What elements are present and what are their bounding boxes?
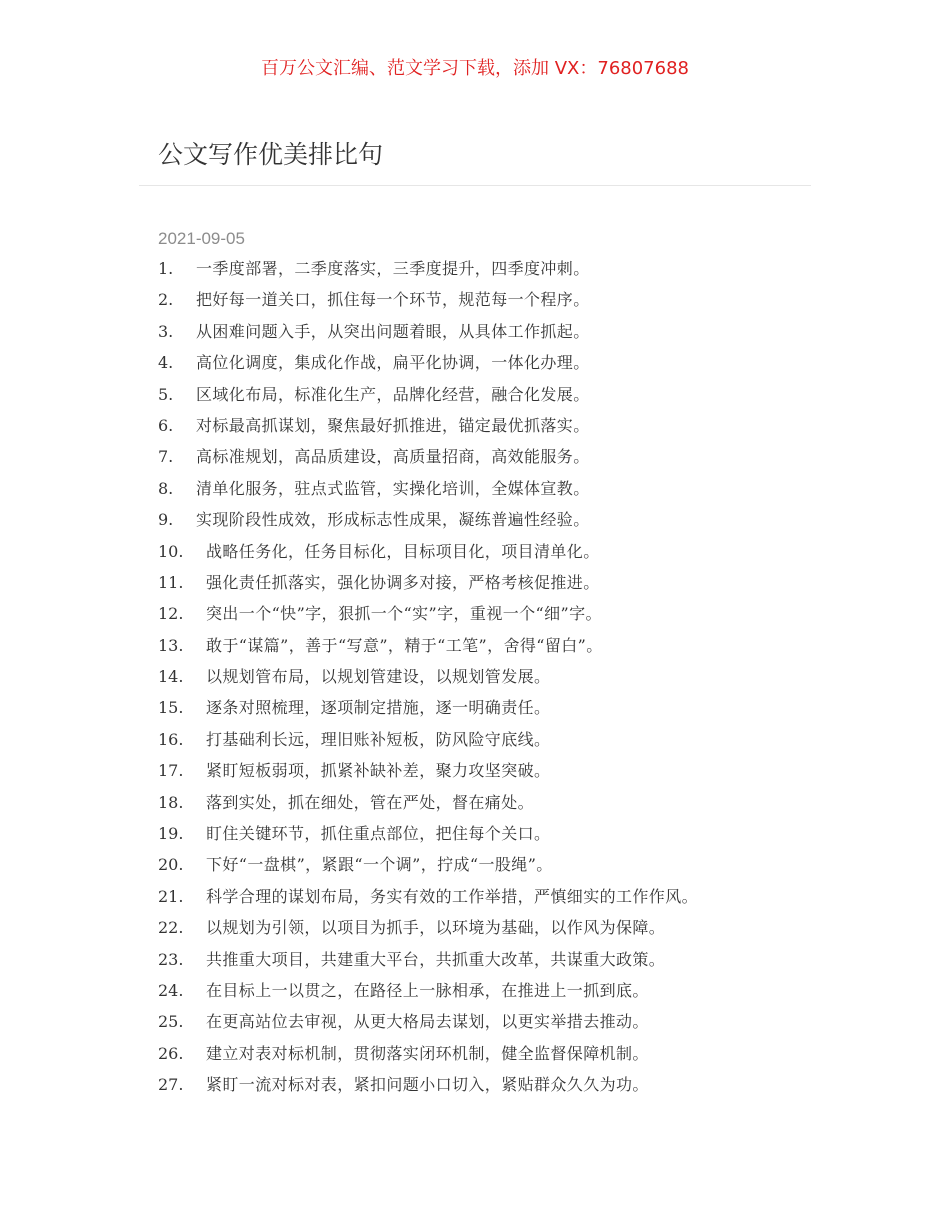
list-item-text: 高位化调度，集成化作战，扁平化协调，一体化办理。 — [196, 353, 590, 373]
list-item-text: 清单化服务，驻点式监管，实操化培训，全媒体宣教。 — [196, 478, 590, 498]
list-item-text: 从困难问题入手，从突出问题着眼，从具体工作抓起。 — [196, 321, 590, 341]
list-item-text: 以规划为引领，以项目为抓手，以环境为基础，以作风为保障。 — [206, 918, 666, 938]
list-item — [158, 692, 798, 723]
list-item — [158, 598, 798, 629]
list-item — [158, 818, 798, 849]
list-item-text: 在目标上一以贯之，在路径上一脉相承，在推进上一抓到底。 — [206, 980, 649, 1000]
list-item — [158, 536, 798, 567]
list-item-text: 紧盯短板弱项，抓紧补缺补差，聚力攻坚突破。 — [206, 761, 551, 781]
list-item-number: 4. — [158, 353, 174, 373]
list-item-number: 26. — [158, 1043, 184, 1063]
list-item-text: 把好每一道关口，抓住每一个环节，规范每一个程序。 — [196, 290, 590, 310]
list-item-number: 9. — [158, 510, 174, 530]
list-item-text: 战略任务化，任务目标化，目标项目化，项目清单化。 — [206, 541, 600, 561]
list-item — [158, 410, 798, 441]
list-item-text: 下好“一盘棋”，紧跟“一个调”，拧成“一股绳”。 — [206, 855, 553, 875]
list-item-number: 13. — [158, 635, 184, 655]
list-item-text: 突出一个“快”字，狠抓一个“实”字，重视一个“细”字。 — [206, 604, 602, 624]
list-item-number: 17. — [158, 761, 184, 781]
list-item — [158, 504, 798, 535]
list-item-text: 打基础利长远，理旧账补短板，防风险守底线。 — [206, 729, 551, 749]
list-item-text: 逐条对照梳理，逐项制定措施，逐一明确责任。 — [206, 698, 551, 718]
list-item — [158, 881, 798, 912]
list-item — [158, 755, 798, 786]
list-item-text: 强化责任抓落实，强化协调多对接，严格考核促推进。 — [206, 572, 600, 592]
publish-date: 2021-09-05 — [158, 229, 245, 248]
list-item-number: 10. — [158, 541, 184, 561]
list-item — [158, 849, 798, 880]
list-item-number: 5. — [158, 384, 174, 404]
list-item — [158, 284, 798, 315]
list-item-text: 科学合理的谋划布局，务实有效的工作举措，严慎细实的工作作风。 — [206, 886, 699, 906]
list-item — [158, 1069, 798, 1100]
list-item — [158, 441, 798, 472]
list-item-number: 1. — [158, 259, 174, 278]
list-item-text: 对标最高抓谋划，聚焦最好抓推进，锚定最优抓落实。 — [196, 415, 590, 435]
list-item-text: 区域化布局，标准化生产，品牌化经营，融合化发展。 — [196, 384, 590, 404]
list-item — [158, 944, 798, 975]
list-item — [158, 567, 798, 598]
list-item-text: 高标准规划，高品质建设，高质量招商，高效能服务。 — [196, 447, 590, 467]
list-item — [158, 473, 798, 504]
list-item — [158, 661, 798, 692]
list-item-number: 27. — [158, 1075, 184, 1095]
list-item-number: 2. — [158, 290, 174, 310]
list-item — [158, 912, 798, 943]
list-item-number: 15. — [158, 698, 184, 718]
list-item — [158, 630, 798, 661]
list-item — [158, 253, 798, 284]
list-item-number: 12. — [158, 604, 184, 624]
list-item-text: 敢于“谋篇”，善于“写意”，精于“工笔”，舍得“留白”。 — [206, 635, 603, 655]
list-item-number: 7. — [158, 447, 174, 467]
list-item-number: 22. — [158, 918, 184, 938]
list-item-text: 盯住关键环节，抓住重点部位，把住每个关口。 — [206, 824, 551, 844]
list-item — [158, 1006, 798, 1037]
list-item-text: 共推重大项目，共建重大平台，共抓重大改革，共谋重大政策。 — [206, 949, 666, 969]
list-item-text: 建立对表对标机制，贯彻落实闭环机制，健全监督保障机制。 — [206, 1043, 649, 1063]
watermark-banner: 百万公文汇编、范文学习下载，添加 VX：76807688 — [261, 58, 689, 79]
list-item-number: 3. — [158, 321, 174, 341]
list-item-number: 20. — [158, 855, 184, 875]
list-item-number: 6. — [158, 415, 174, 435]
list-item-text: 以规划管布局，以规划管建设，以规划管发展。 — [206, 667, 551, 687]
sentence-list — [158, 253, 798, 1101]
list-item — [158, 347, 798, 378]
list-item-text: 一季度部署，二季度落实，三季度提升，四季度冲刺。 — [196, 259, 590, 278]
list-item-number: 8. — [158, 478, 174, 498]
title-divider — [139, 185, 811, 186]
list-item-text: 紧盯一流对标对表，紧扣问题小口切入，紧贴群众久久为功。 — [206, 1075, 649, 1095]
list-item-number: 25. — [158, 1012, 184, 1032]
list-item-number: 23. — [158, 949, 184, 969]
list-item-number: 18. — [158, 792, 184, 812]
list-item — [158, 316, 798, 347]
list-item-number: 14. — [158, 667, 184, 687]
list-item-text: 落到实处，抓在细处，管在严处，督在痛处。 — [206, 792, 535, 812]
list-item-number: 16. — [158, 729, 184, 749]
list-item-number: 24. — [158, 980, 184, 1000]
list-item-text: 在更高站位去审视，从更大格局去谋划，以更实举措去推动。 — [206, 1012, 649, 1032]
list-item — [158, 975, 798, 1006]
list-item — [158, 1038, 798, 1069]
list-item-text: 实现阶段性成效，形成标志性成果，凝练普遍性经验。 — [196, 510, 590, 530]
list-item-number: 11. — [158, 572, 184, 592]
list-item — [158, 379, 798, 410]
list-item-number: 21. — [158, 886, 184, 906]
list-item — [158, 724, 798, 755]
page-title: 公文写作优美排比句 — [158, 140, 384, 169]
list-item-number: 19. — [158, 824, 184, 844]
list-item — [158, 787, 798, 818]
